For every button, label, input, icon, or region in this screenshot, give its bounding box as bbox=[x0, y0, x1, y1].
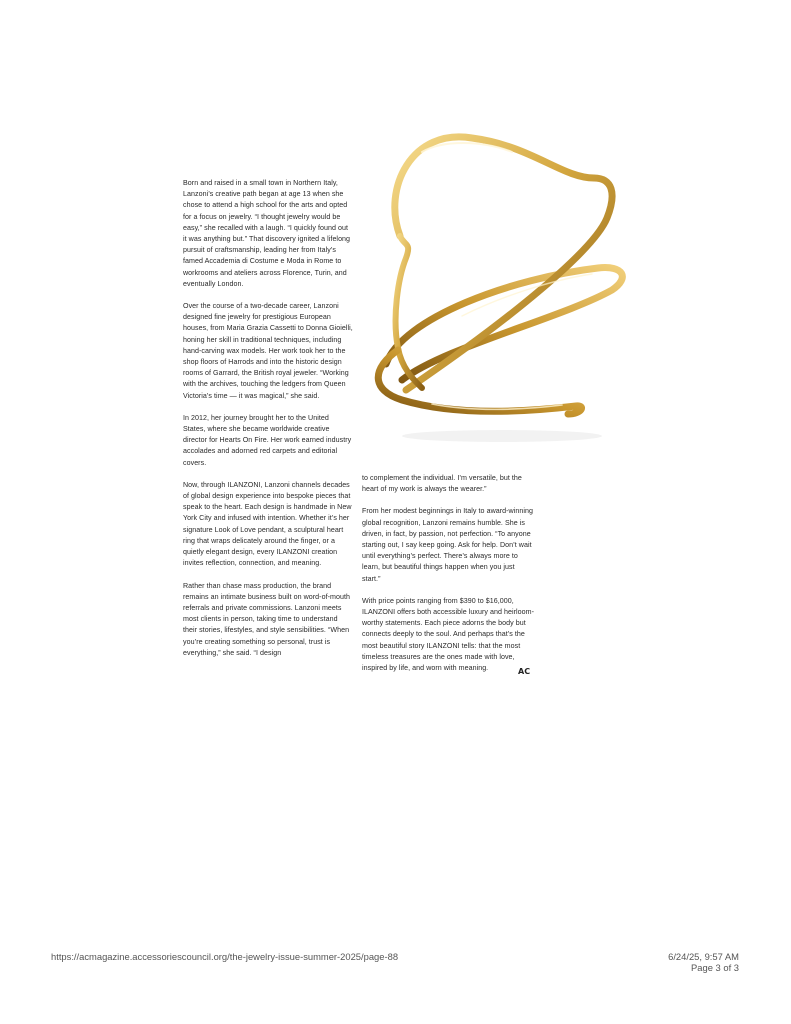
article-end-mark: AC bbox=[518, 667, 531, 676]
article-paragraph: to complement the individual. I’m versatile, but the heart of my work is always the wearer.” bbox=[362, 474, 522, 494]
page-number: Page 3 of 3 bbox=[691, 962, 739, 973]
article-paragraph: Now, through ILANZONI, Lanzoni channels decades of global design experience into bespoke pieces that speak to the heart. Each design is handmade in New York City and infused with intention. Whether it’s her signature Look of Love pendant, a sculptural heart ring that wraps delicately around the finger, or a quietly elegant design, every ILANZONI creation invites reflection, connection, and meaning. bbox=[183, 480, 352, 568]
footer-meta bbox=[668, 951, 739, 973]
ring-heart-outline bbox=[395, 137, 612, 390]
article-paragraph: In 2012, her journey brought her to the United States, where she became worldwide creative director for Hearts On Fire. Her work earned industry accolades and adorned red carpets and editorial covers. bbox=[183, 413, 352, 467]
article-paragraph: Over the course of a two-decade career, Lanzoni designed fine jewelry for prestigious European houses, from Maria Grazia Cassetti to Donna Gioielli, honing her skill in traditional techniques, including hand-carving wax models. Her work took her to the shop floors of Harrods and into the historic design rooms of Garrard, the British royal jeweler. “Working with the archives, touching the ledgers from Queen Victoria’s time — it was magical,” she said. bbox=[183, 302, 353, 400]
ring-tail bbox=[378, 350, 581, 414]
article-left-column bbox=[183, 178, 353, 670]
heart-ring-illustration bbox=[362, 118, 650, 464]
print-datetime: 6/24/25, 9:57 AM bbox=[668, 951, 739, 962]
article-paragraph: From her modest beginnings in Italy to award-winning global recognition, Lanzoni remains humble. She is driven, in fact, by passion, not perfection. “To anyone starting out, I say keep going. Ask for help. Don’t wait until everything’s perfect. There’s always more to learn, but beautiful things happen when you just start.” bbox=[362, 507, 533, 583]
article-right-column bbox=[362, 473, 534, 685]
ring-heart-left bbox=[396, 236, 422, 388]
ring-band-back bbox=[386, 268, 622, 380]
heart-ring-photo bbox=[362, 118, 650, 464]
footer-url: https://acmagazine.accessoriescouncil.org/the-jewelry-issue-summer-2025/page-88 bbox=[51, 951, 399, 962]
article-paragraph: Rather than chase mass production, the brand remains an intimate business built on word-of-mouth referrals and private commissions. Lanzoni meets most clients in person, taking time to understand their stories, lifestyles, and style sensibilities. “When you’re creating something so personal, trust is everything,” she said. “I design bbox=[183, 581, 350, 657]
article-paragraph: With price points ranging from $390 to $16,000, ILANZONI offers both accessible luxury and heirloom-worthy statements. Each piece adorns the body but connects deeply to the soul. And perhaps that’s the most beautiful story ILANZONI tells: that the most timeless treasures are the ones made with love, inspired by life, and worn with meaning. bbox=[362, 596, 535, 673]
article-paragraph: Born and raised in a small town in Northern Italy, Lanzoni’s creative path began at age 13 when she chose to attend a high school for the arts and opted for a focus on jewelry. “I thought jewelry would be easy,” she recalled with a laugh. “I quickly found out it was anything but.” That discovery ignited a lifelong pursuit of craftsmanship, leading her from Italy’s famed Accademia di Costume e Moda in Rome to workrooms and ateliers across Florence, Turin, and eventually London. bbox=[183, 179, 351, 288]
